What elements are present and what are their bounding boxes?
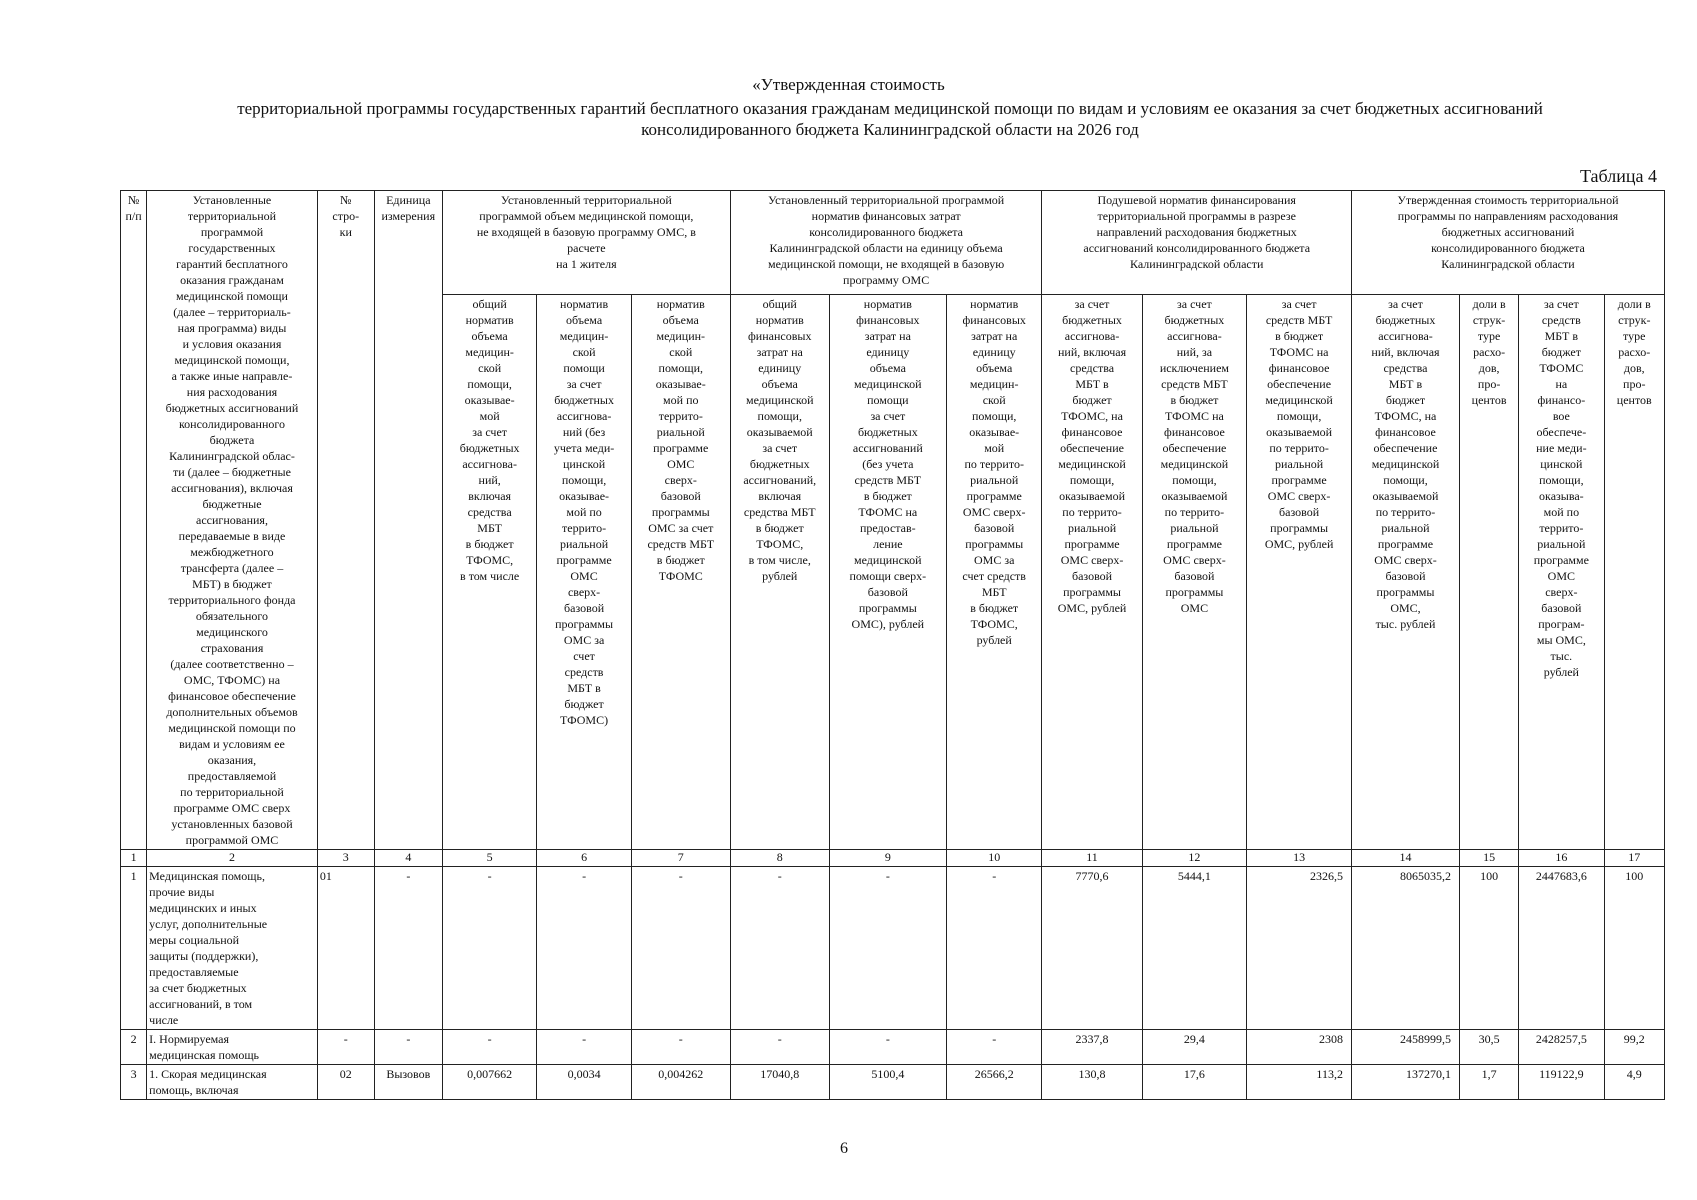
header-row-groups	[121, 191, 1665, 295]
table-cell: 2308	[1247, 1030, 1352, 1065]
column-number: 15	[1460, 850, 1519, 867]
column-number: 16	[1519, 850, 1604, 867]
table-row	[121, 1030, 1665, 1065]
header-cell: Установленные территориальной программой государственных гарантий бесплатного оказания гражданам медицинской помощи (далее – территориаль- ная программа) виды и условия оказания медицинской помощи, а также иные направле- ния расходования бюджетных ассигнований консолидированного бюджета Калининградской облас- ти (далее – бюджетные ассигнования), включая бюджетные ассигнования, передаваемые в виде межбюджетного трансферта (далее – МБТ) в бюджет территориального фонда обязательного медицинского страхования (далее соответственно – ОМС, ТФОМС) на финансовое обеспечение дополнительных объемов медицинской помощи по видам и условиям ее оказания, предоставляемой по территориальной программе ОМС сверх установленных базовой программой ОМС	[147, 191, 318, 850]
table-cell: 0,007662	[442, 1065, 536, 1100]
table-cell: 2447683,6	[1519, 867, 1604, 1030]
header-cell: № стро- ки	[317, 191, 374, 850]
header-subcell: норматив финансовых затрат на единицу объема медицинской помощи за счет бюджетных ассигнований (без учета средств МБТ в бюджет ТФОМС на предостав- ление медицинской помощи сверх- базовой программы ОМС), рублей	[829, 294, 946, 849]
header-cell: Единица измерения	[374, 191, 442, 850]
document-title-line1: «Утвержденная стоимость	[752, 75, 945, 94]
document-title-line2: территориальной программы государственных гарантий бесплатного оказания гражданам медицинской помощи по видам и условиям ее оказания за счет бюджетных ассигнований консолидированного бюджета Калининградской области на 2026 год	[237, 99, 1543, 139]
table-cell: I. Нормируемая медицинская помощь	[147, 1030, 318, 1065]
table-cell: 02	[317, 1065, 374, 1100]
header-subcell: доли в струк- туре расхо- дов, про- центов	[1604, 294, 1664, 849]
header-cell: № п/п	[121, 191, 147, 850]
table-cell: -	[829, 1030, 946, 1065]
column-number: 2	[147, 850, 318, 867]
table-label: Таблица 4	[1580, 166, 1657, 186]
table-cell: -	[317, 1030, 374, 1065]
column-number: 1	[121, 850, 147, 867]
table-cell: -	[537, 867, 631, 1030]
table-cell: -	[442, 1030, 536, 1065]
table-cell: 100	[1604, 867, 1664, 1030]
column-number: 6	[537, 850, 631, 867]
table-cell: 30,5	[1460, 1030, 1519, 1065]
header-subcell: за счет средств МБТ в бюджет ТФОМС на финансо- вое обеспече- ние меди- цинской помощи, оказыва- мой по террито- риальной программе ОМС сверх- базовой програм- мы ОМС, тыс. рублей	[1519, 294, 1604, 849]
table-cell: -	[730, 867, 829, 1030]
header-group-cell: Подушевой норматив финансирования территориальной программы в разрезе направлений расходования бюджетных ассигнований консолидированного бюджета Калининградской области	[1042, 191, 1351, 295]
table-cell: 17040,8	[730, 1065, 829, 1100]
column-number-row	[121, 850, 1665, 867]
page-number: 6	[840, 1140, 848, 1157]
table-cell: 3	[121, 1065, 147, 1100]
table-cell: 0,004262	[631, 1065, 730, 1100]
table-cell: 29,4	[1142, 1030, 1247, 1065]
header-subcell: доли в струк- туре расхо- дов, про- центов	[1460, 294, 1519, 849]
table-cell: 1	[121, 867, 147, 1030]
table-cell: -	[829, 867, 946, 1030]
header-group-cell: Утвержденная стоимость территориальной программы по направлениям расходования бюджетных ассигнований консолидированного бюджета Калининградской области	[1351, 191, 1664, 295]
table-cell: 5100,4	[829, 1065, 946, 1100]
header-subcell: норматив финансовых затрат на единицу объема медицин- ской помощи, оказывае- мой по террито- риальной программе ОМС сверх- базовой программы ОМС за счет средств МБТ в бюджет ТФОМС, рублей	[946, 294, 1042, 849]
table-cell: -	[374, 867, 442, 1030]
table-cell: -	[730, 1030, 829, 1065]
table-cell: -	[631, 867, 730, 1030]
header-subcell: норматив объема медицин- ской помощи, оказывае- мой по террито- риальной программе ОМС сверх- базовой программы ОМС за счет средств МБТ в бюджет ТФОМС	[631, 294, 730, 849]
column-number: 10	[946, 850, 1042, 867]
column-number: 7	[631, 850, 730, 867]
column-number: 17	[1604, 850, 1664, 867]
table-cell: -	[946, 1030, 1042, 1065]
table-row	[121, 1065, 1665, 1100]
table-cell: 113,2	[1247, 1065, 1352, 1100]
table-cell: 01	[317, 867, 374, 1030]
column-number: 11	[1042, 850, 1142, 867]
header-group-cell: Установленный территориальной программой норматив финансовых затрат консолидированного бюджета Калининградской области на единицу объема медицинской помощи, не входящей в базовую программу ОМС	[730, 191, 1042, 295]
table-cell: 1,7	[1460, 1065, 1519, 1100]
table-cell: 8065035,2	[1351, 867, 1459, 1030]
table-cell: 2326,5	[1247, 867, 1352, 1030]
header-subcell: за счет бюджетных ассигнова- ний, за исключением средств МБТ в бюджет ТФОМС на финансовое обеспечение медицинской помощи, оказываемой по террито- риальной программе ОМС сверх- базовой программы ОМС	[1142, 294, 1247, 849]
column-number: 14	[1351, 850, 1459, 867]
table-cell: 1. Скорая медицинская помощь, включая	[147, 1065, 318, 1100]
table-cell: 2337,8	[1042, 1030, 1142, 1065]
column-number: 12	[1142, 850, 1247, 867]
table-cell: -	[442, 867, 536, 1030]
table-cell: 119122,9	[1519, 1065, 1604, 1100]
column-number: 4	[374, 850, 442, 867]
table-cell: -	[537, 1030, 631, 1065]
table-cell: 4,9	[1604, 1065, 1664, 1100]
table-cell: -	[946, 867, 1042, 1030]
table-row	[121, 867, 1665, 1030]
column-number: 9	[829, 850, 946, 867]
table-cell: 137270,1	[1351, 1065, 1459, 1100]
header-subcell: общий норматив объема медицин- ской помощи, оказывае- мой за счет бюджетных ассигнова- ний, включая средства МБТ в бюджет ТФОМС, в том числе	[442, 294, 536, 849]
table-cell: 2428257,5	[1519, 1030, 1604, 1065]
table-cell: 7770,6	[1042, 867, 1142, 1030]
header-subcell: за счет бюджетных ассигнова- ний, включая средства МБТ в бюджет ТФОМС, на финансовое обеспечение медицинской помощи, оказываемой по террито- риальной программе ОМС сверх- базовой программы ОМС, рублей	[1042, 294, 1142, 849]
table-cell: 2458999,5	[1351, 1030, 1459, 1065]
table-cell: 0,0034	[537, 1065, 631, 1100]
header-subcell: общий норматив финансовых затрат на единицу объема медицинской помощи, оказываемой за счет бюджетных ассигнований, включая средства МБТ в бюджет ТФОМС, в том числе, рублей	[730, 294, 829, 849]
header-group-cell: Установленный территориальной программой объем медицинской помощи, не входящей в базовую программу ОМС, в расчете на 1 жителя	[442, 191, 730, 295]
table-cell: -	[631, 1030, 730, 1065]
column-number: 3	[317, 850, 374, 867]
table-cell: Медицинская помощь, прочие виды медицинских и иных услуг, дополнительные меры социальной защиты (поддержки), предоставляемые за счет бюджетных ассигнований, в том числе	[147, 867, 318, 1030]
table-cell: 17,6	[1142, 1065, 1247, 1100]
table-cell: 26566,2	[946, 1065, 1042, 1100]
column-number: 5	[442, 850, 536, 867]
table-cell: 130,8	[1042, 1065, 1142, 1100]
cost-table	[120, 190, 1665, 1100]
table-cell: 100	[1460, 867, 1519, 1030]
header-subcell: норматив объема медицин- ской помощи за счет бюджетных ассигнова- ний (без учета меди- цинской помощи, оказывае- мой по террито- риальной программе ОМС сверх- базовой программы ОМС за счет средств МБТ в бюджет ТФОМС)	[537, 294, 631, 849]
header-subcell: за счет бюджетных ассигнова- ний, включая средства МБТ в бюджет ТФОМС, на финансовое обеспечение медицинской помощи, оказываемой по террито- риальной программе ОМС сверх- базовой программы ОМС, тыс. рублей	[1351, 294, 1459, 849]
header-subcell: за счет средств МБТ в бюджет ТФОМС на финансовое обеспечение медицинской помощи, оказываемой по террито- риальной программе ОМС сверх- базовой программы ОМС, рублей	[1247, 294, 1352, 849]
table-cell: 2	[121, 1030, 147, 1065]
column-number: 8	[730, 850, 829, 867]
table-cell: 5444,1	[1142, 867, 1247, 1030]
table-cell: Вызовов	[374, 1065, 442, 1100]
table-cell: -	[374, 1030, 442, 1065]
column-number: 13	[1247, 850, 1352, 867]
table-cell: 99,2	[1604, 1030, 1664, 1065]
